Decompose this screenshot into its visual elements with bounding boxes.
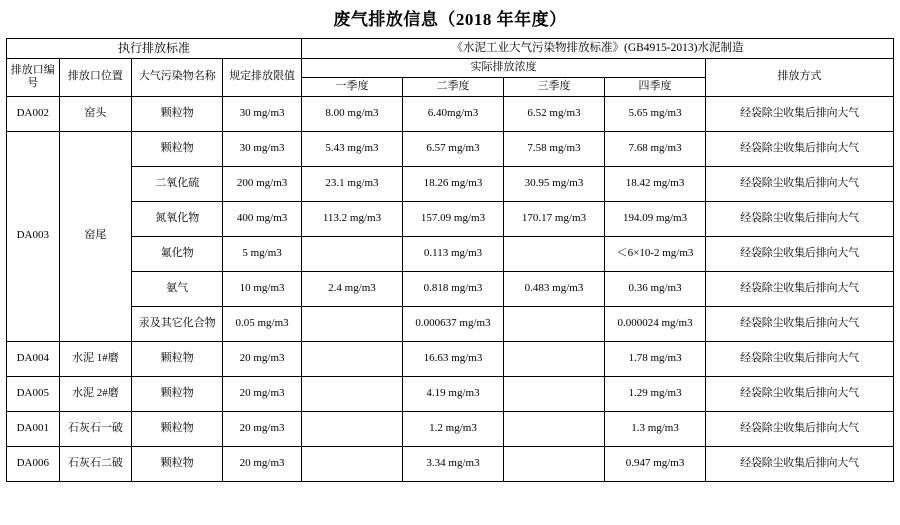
header-col-q3: 三季度 [504,77,605,96]
cell-position: 石灰石二破 [59,446,132,481]
cell-pollutant: 汞及其它化合物 [132,306,223,341]
table-row [7,271,894,306]
cell-q4: 0.36 mg/m3 [605,271,706,306]
cell-pollutant: 颗粒物 [132,376,223,411]
cell-q4: 1.78 mg/m3 [605,341,706,376]
cell-q4: 7.68 mg/m3 [605,131,706,166]
table-row [7,131,894,166]
cell-pollutant: 颗粒物 [132,341,223,376]
cell-limit: 30 mg/m3 [223,131,302,166]
cell-code: DA006 [7,446,60,481]
cell-code: DA003 [7,131,60,341]
cell-q4: 1.29 mg/m3 [605,376,706,411]
table-row [7,341,894,376]
cell-discharge-way: 经袋除尘收集后排向大气 [706,341,894,376]
cell-pollutant: 氮氧化物 [132,201,223,236]
header-col-position: 排放口位置 [59,59,132,97]
table-row [7,236,894,271]
cell-limit: 20 mg/m3 [223,446,302,481]
header-col-q1: 一季度 [301,77,402,96]
header-col-q4: 四季度 [605,77,706,96]
cell-q1 [301,236,402,271]
cell-q4: 1.3 mg/m3 [605,411,706,446]
header-col-code: 排放口编号 [7,59,60,97]
cell-q3: 7.58 mg/m3 [504,131,605,166]
cell-pollutant: 颗粒物 [132,131,223,166]
cell-q2: 0.000637 mg/m3 [402,306,503,341]
cell-discharge-way: 经袋除尘收集后排向大气 [706,236,894,271]
cell-q3 [504,446,605,481]
table-header-row-2 [7,59,894,78]
cell-pollutant: 氨气 [132,271,223,306]
cell-discharge-way: 经袋除尘收集后排向大气 [706,201,894,236]
cell-q2: 0.113 mg/m3 [402,236,503,271]
table-row [7,201,894,236]
cell-pollutant: 颗粒物 [132,411,223,446]
cell-discharge-way: 经袋除尘收集后排向大气 [706,96,894,131]
cell-discharge-way: 经袋除尘收集后排向大气 [706,166,894,201]
cell-code: DA005 [7,376,60,411]
header-col-pollutant: 大气污染物名称 [132,59,223,97]
cell-pollutant: 二氧化硫 [132,166,223,201]
cell-q2: 157.09 mg/m3 [402,201,503,236]
cell-q3 [504,306,605,341]
cell-q3 [504,236,605,271]
cell-q1 [301,306,402,341]
cell-q3: 170.17 mg/m3 [504,201,605,236]
cell-q4: 18.42 mg/m3 [605,166,706,201]
cell-position: 窑尾 [59,131,132,341]
emission-table [6,38,894,482]
cell-position: 石灰石一破 [59,411,132,446]
table-row [7,446,894,481]
header-group-left: 执行排放标准 [7,39,302,59]
page-title: 废气排放信息（2018 年年度） [333,10,567,29]
cell-q2: 6.40mg/m3 [402,96,503,131]
cell-position: 水泥 1#磨 [59,341,132,376]
cell-q2: 4.19 mg/m3 [402,376,503,411]
cell-code: DA001 [7,411,60,446]
cell-q2: 1.2 mg/m3 [402,411,503,446]
cell-q1: 23.1 mg/m3 [301,166,402,201]
cell-q3 [504,376,605,411]
table-row [7,411,894,446]
cell-limit: 30 mg/m3 [223,96,302,131]
cell-limit: 0.05 mg/m3 [223,306,302,341]
table-row [7,96,894,131]
cell-q4: 0.000024 mg/m3 [605,306,706,341]
cell-position: 窑头 [59,96,132,131]
cell-q2: 18.26 mg/m3 [402,166,503,201]
cell-q4: ＜6×10-2 mg/m3 [605,236,706,271]
cell-q1 [301,411,402,446]
cell-q3: 6.52 mg/m3 [504,96,605,131]
header-col-discharge-way: 排放方式 [706,59,894,97]
cell-limit: 5 mg/m3 [223,236,302,271]
cell-q1: 2.4 mg/m3 [301,271,402,306]
cell-limit: 400 mg/m3 [223,201,302,236]
cell-q3 [504,411,605,446]
header-col-limit: 规定排放限值 [223,59,302,97]
cell-discharge-way: 经袋除尘收集后排向大气 [706,411,894,446]
cell-q1: 113.2 mg/m3 [301,201,402,236]
cell-q2: 6.57 mg/m3 [402,131,503,166]
cell-pollutant: 颗粒物 [132,96,223,131]
cell-limit: 20 mg/m3 [223,411,302,446]
cell-q1: 5.43 mg/m3 [301,131,402,166]
cell-q2: 3.34 mg/m3 [402,446,503,481]
table-row [7,166,894,201]
cell-q1 [301,446,402,481]
cell-q4: 5.65 mg/m3 [605,96,706,131]
cell-discharge-way: 经袋除尘收集后排向大气 [706,306,894,341]
cell-pollutant: 氟化物 [132,236,223,271]
cell-code: DA004 [7,341,60,376]
cell-limit: 20 mg/m3 [223,341,302,376]
cell-q2: 16.63 mg/m3 [402,341,503,376]
cell-discharge-way: 经袋除尘收集后排向大气 [706,271,894,306]
cell-q2: 0.818 mg/m3 [402,271,503,306]
table-row [7,306,894,341]
cell-limit: 10 mg/m3 [223,271,302,306]
cell-q1 [301,376,402,411]
cell-position: 水泥 2#磨 [59,376,132,411]
header-col-q2: 二季度 [402,77,503,96]
cell-pollutant: 颗粒物 [132,446,223,481]
cell-q3: 0.483 mg/m3 [504,271,605,306]
cell-limit: 20 mg/m3 [223,376,302,411]
cell-q4: 0.947 mg/m3 [605,446,706,481]
cell-q3: 30.95 mg/m3 [504,166,605,201]
cell-discharge-way: 经袋除尘收集后排向大气 [706,131,894,166]
table-row [7,376,894,411]
cell-limit: 200 mg/m3 [223,166,302,201]
cell-q4: 194.09 mg/m3 [605,201,706,236]
header-actual-concentration: 实际排放浓度 [301,59,705,78]
header-group-right: 《水泥工业大气污染物排放标准》(GB4915-2013)水泥制造 [301,39,893,59]
cell-discharge-way: 经袋除尘收集后排向大气 [706,376,894,411]
table-header-row-1 [7,39,894,59]
cell-q1: 8.00 mg/m3 [301,96,402,131]
cell-code: DA002 [7,96,60,131]
cell-discharge-way: 经袋除尘收集后排向大气 [706,446,894,481]
cell-q1 [301,341,402,376]
cell-q3 [504,341,605,376]
